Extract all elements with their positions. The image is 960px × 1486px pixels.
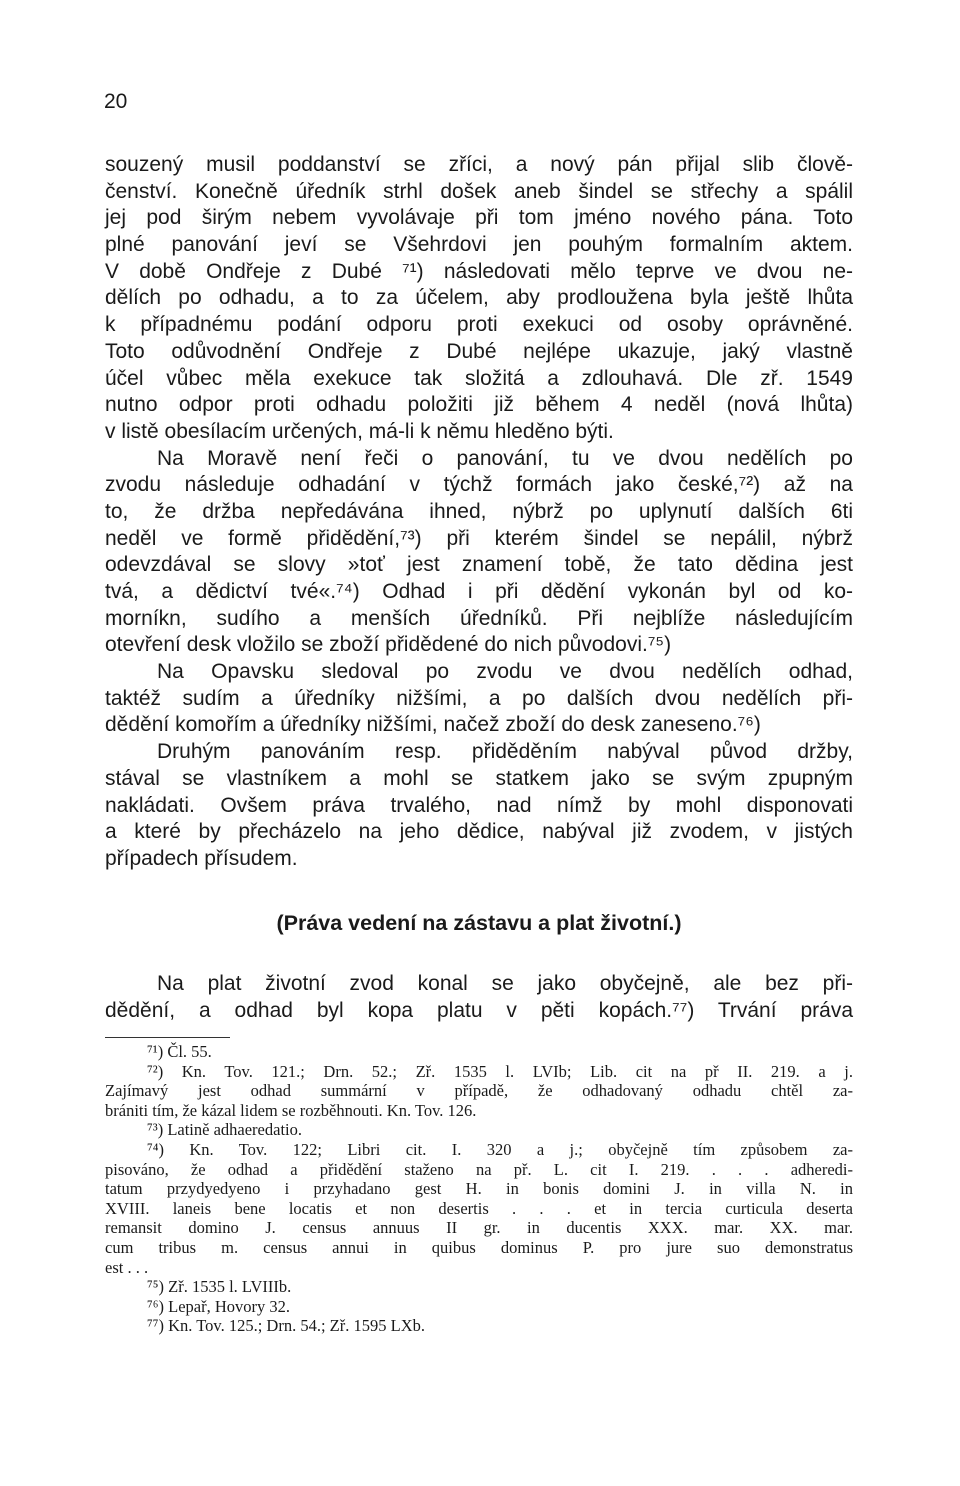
- footnotes: [105, 1042, 853, 1336]
- text-line: Na Moravě není řeči o panování, tu ve dvou nedělích po: [157, 446, 853, 470]
- footnote-line: XVIII. laneis bene locatis et non desertis . . . et in tercia curticula deserta: [105, 1198, 853, 1218]
- text-line: taktéž sudím a úředníky nižšími, a po dalších dvou nedělích při-: [105, 686, 853, 710]
- text-line: plné panování jeví se Všehrdovi jen pouhým formalním aktem.: [105, 233, 853, 257]
- footnote-line: tatum przydyedyeno i przyhadano gest H. in bonis domini J. in villa N. in: [105, 1179, 853, 1199]
- text-line: stával se vlastníkem a mohl se statkem jako se svým zpupným: [105, 766, 853, 790]
- footnote-line: ⁷⁴) Kn. Tov. 122; Libri cit. I. 320 a j.; obyčejně tím způsobem za-: [147, 1139, 853, 1159]
- text-line: účel vůbec měla exekuce tak složitá a zdlouhavá. Dle zř. 1549: [105, 366, 853, 390]
- text-line: Toto odůvodnění Ondřeje z Dubé nejlépe ukazuje, jaký vlastně: [105, 339, 853, 363]
- text-line: a které by přecházelo na jeho dědice, nabýval již zvodem, v jistých: [105, 820, 853, 844]
- text-line: otevření desk vložilo se zboží přidědené do nich původovi.⁷⁵): [105, 633, 672, 657]
- text-line: Na Opavsku sledoval po zvodu ve dvou nedělích odhad,: [157, 660, 853, 684]
- text-line: Druhým panováním resp. přiděděním nabýval původ držby,: [157, 740, 853, 764]
- text-line: V době Ondřeje z Dubé ⁷¹) následovati mělo teprve ve dvou ne-: [105, 259, 853, 283]
- text-line: případech přísudem.: [105, 846, 298, 870]
- section-heading: (Práva vedení na zástavu a plat životní.): [276, 911, 682, 935]
- section-text: [105, 971, 853, 1024]
- text-line: odevzdával se slovy »toť jest znamení tobě, že tato dědina jest: [105, 553, 853, 577]
- main-text: [105, 152, 853, 873]
- text-line: morníkn, sudího a menších úředníků. Při nejblíže následujícím: [105, 606, 853, 630]
- footnote-line: ⁷³) Latině adhaeredatio.: [147, 1120, 302, 1140]
- text-line: jej pod širým nebem vyvolávaje při tom jméno nového pána. Toto: [105, 206, 853, 230]
- footnote-line: ⁷⁷) Kn. Tov. 125.; Drn. 54.; Zř. 1595 LXb.: [147, 1316, 425, 1336]
- text-line: Na plat životní zvod konal se jako obyčejně, ale bez při-: [157, 972, 853, 995]
- text-line: k případnému podání odporu proti exekuci od osoby oprávněné.: [105, 313, 853, 337]
- footnote-line: pisováno, že odhad a přidědění staženo na př. L. cit I. 219. . . . adheredi-: [105, 1159, 853, 1179]
- text-line: dělích po odhadu, a to za účelem, aby prodloužena byla ještě lhůta: [105, 286, 853, 310]
- footnote-line: ⁷²) Kn. Tov. 121.; Drn. 52.; Zř. 1535 l. LVIb; Lib. cit na př II. 219. a j.: [147, 1061, 853, 1081]
- footnote-line: ⁷⁵) Zř. 1535 l. LVIIIb.: [147, 1277, 292, 1297]
- text-line: dědění komořím a úředníky nižšími, načež zboží do desk zaneseno.⁷⁶): [105, 713, 761, 737]
- text-line: zvodu následuje odhadání v týchž formách jako české,⁷²) až na: [105, 473, 853, 497]
- page-number: 20: [104, 90, 128, 113]
- text-line: tvá, a dědictví tvé«.⁷⁴) Odhad i při dědění vykonán byl od ko-: [105, 580, 853, 603]
- text-line: souzený musil poddanství se zříci, a nový pán přijal slib člově-: [105, 153, 853, 176]
- footnote-line: Zajímavý jest odhad summární v případě, že odhadovaný odhadu chtěl za-: [105, 1081, 853, 1101]
- text-line: to, že držba nepředávána ihned, nýbrž po uplynutí dalších 6ti: [105, 499, 853, 523]
- text-line: čenství. Konečně úředník strhl došek aneb šindel se střechy a spálil: [105, 179, 853, 203]
- footnote-line: brániti tím, že kázal lidem se rozběhnouti. Kn. Tov. 126.: [105, 1100, 477, 1120]
- footnote-line: remansit domino J. census annuus II gr. in ducentis XXX. mar. XX. mar.: [105, 1218, 853, 1238]
- footnote-line: cum tribus m. census annui in quibus dominus P. pro jure suo demonstratus: [105, 1237, 853, 1257]
- footnote-line: est . . .: [105, 1257, 149, 1277]
- text-line: neděl ve formě přidědění,⁷³) při kterém šindel se nepálil, nýbrž: [105, 526, 853, 550]
- text-line: dědění, a odhad byl kopa platu v pěti kopách.⁷⁷) Trvání práva: [105, 998, 853, 1022]
- text-line: v listě obesílacím určených, má-li k němu hleděno býti.: [105, 419, 614, 443]
- footnote-line: ⁷⁶) Lepař, Hovory 32.: [147, 1296, 291, 1316]
- footnote-divider: [105, 1037, 230, 1038]
- text-line: nutno odpor proti odhadu položiti již během 4 neděl (nová lhůta): [105, 393, 853, 417]
- footnote-line: ⁷¹) Čl. 55.: [147, 1042, 212, 1061]
- text-line: nakládati. Ovšem práva trvalého, nad nímž by mohl disponovati: [105, 793, 853, 817]
